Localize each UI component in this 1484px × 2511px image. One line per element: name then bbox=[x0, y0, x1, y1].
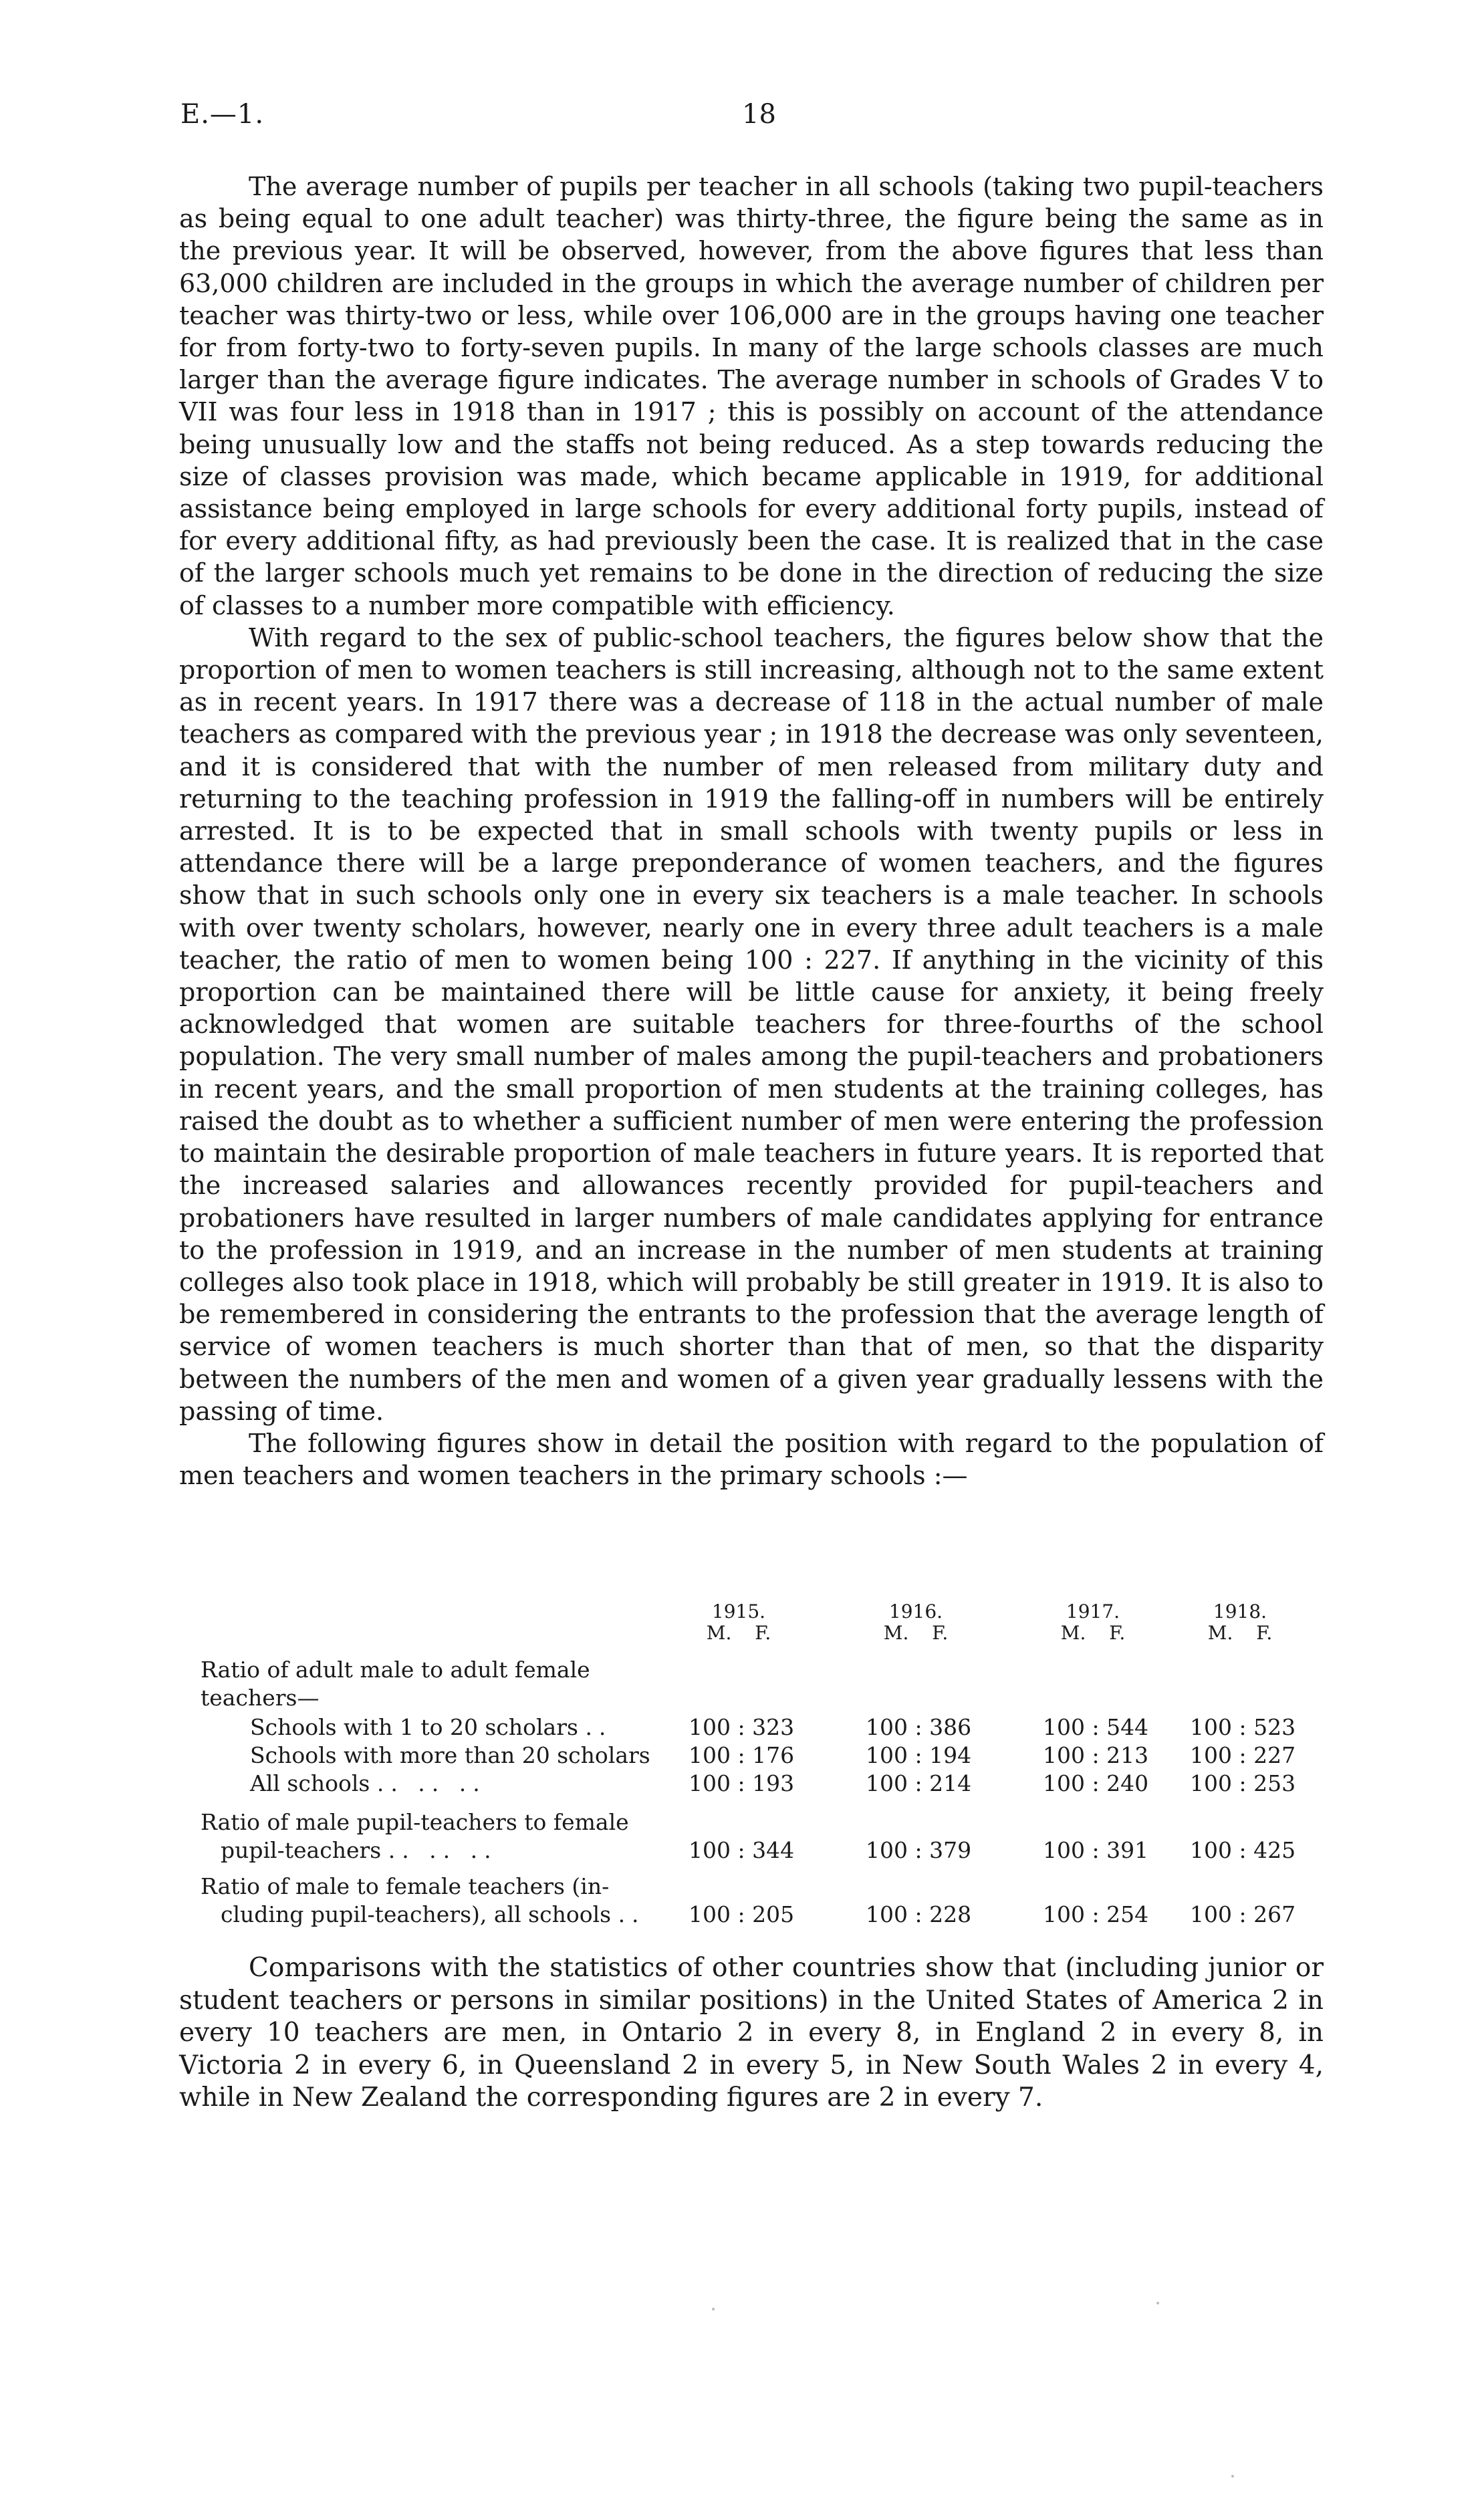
column-mf: M. F. bbox=[883, 1622, 949, 1644]
row-label-text: cluding pupil-teachers), all schools bbox=[221, 1901, 612, 1927]
column-year: 1918. bbox=[1213, 1600, 1267, 1623]
paper-speck bbox=[712, 2308, 715, 2310]
row-label-text: Schools with more than 20 scholars bbox=[250, 1742, 650, 1768]
table-cell: 100 : 344 bbox=[689, 1837, 795, 1863]
table-cell: 100 : 386 bbox=[866, 1714, 972, 1740]
row-label-text: All schools bbox=[250, 1770, 370, 1796]
row-label bbox=[201, 1808, 668, 1865]
row-label-text: pupil-teachers bbox=[221, 1837, 382, 1863]
table-cell: 100 : 227 bbox=[1190, 1742, 1296, 1768]
column-year: 1916. bbox=[888, 1600, 943, 1623]
table-cell: 100 : 391 bbox=[1043, 1837, 1149, 1863]
table-cell: 100 : 267 bbox=[1190, 1901, 1296, 1927]
row-label-line bbox=[201, 1901, 668, 1929]
page-number: 18 bbox=[742, 99, 776, 130]
column-year: 1917. bbox=[1066, 1600, 1120, 1623]
body-text bbox=[179, 170, 1324, 1491]
paragraph-following-figures: The following figures show in detail the position with regard to the population of men teachers and women teachers in the primary schools :— bbox=[179, 1428, 1324, 1491]
row-label bbox=[201, 1873, 668, 1929]
table-cell: 100 : 193 bbox=[689, 1770, 795, 1796]
table-cell: 100 : 425 bbox=[1190, 1837, 1296, 1863]
table-cell: 100 : 194 bbox=[866, 1742, 972, 1768]
column-header-1917 bbox=[1026, 1601, 1160, 1644]
paragraph-sex-of-teachers: With regard to the sex of public-school teachers, the figures below show that the proportion of men to women teachers is still increasing, although not to the same extent as in recent years. In 1917 there was a decrease of 118 in the actual number of male teachers as compared with the previous year ; in 1918 the decrease was only seventeen, and it is considered that with the number of men released from military duty and returning to the teaching profession in 1919 the falling-off in numbers will be entirely arrested. It is to be expected that in small schools with twenty pupils or less in attendance there will be a large preponderance of women teachers, and the figures show that in such schools only one in every six teachers is a male teacher. In schools with over twenty scholars, however, nearly one in every three adult teachers is a male teacher, the ratio of men to women being 100 : 227. If anything in the vicinity of this proportion can be maintained there will be little cause for anxiety, it being freely acknowledged that women are suitable teachers for three-fourths of the school population. The very small number of males among the pupil-teachers and probationers in recent years, and the small proportion of men students at the training colleges, has raised the doubt as to whether a sufficient number of men were entering the profession to maintain the desirable proportion of male teachers in future years. It is reported that the increased salaries and allowances recently provided for pupil-teachers and probationers have resulted in larger numbers of male candidates applying for entrance to the profession in 1919, and an increase in the number of men students at training colleges also took place in 1918, which will probably be still greater in 1919. It is also to be remembered in considering the entrants to the profession that the average length of service of women teachers is much shorter than that of men, so that the disparity between the numbers of the men and women of a given year gradually lessens with the passing of time. bbox=[179, 622, 1324, 1426]
row-label bbox=[201, 1742, 718, 1770]
table-cell: 100 : 523 bbox=[1190, 1714, 1296, 1740]
table-cell: 100 : 176 bbox=[689, 1742, 795, 1768]
row-label-text: Schools with 1 to 20 scholars bbox=[250, 1714, 578, 1740]
column-mf: M. F. bbox=[1207, 1622, 1273, 1644]
closing-text bbox=[179, 1952, 1324, 2115]
paper-speck bbox=[1156, 2302, 1159, 2304]
row-label-line bbox=[201, 1836, 668, 1865]
page-header bbox=[180, 99, 1304, 139]
table-cell: 100 : 253 bbox=[1190, 1770, 1296, 1796]
table-cell: 100 : 228 bbox=[866, 1901, 972, 1927]
column-header-1915 bbox=[672, 1601, 806, 1644]
column-header-1918 bbox=[1173, 1601, 1307, 1644]
paragraph-pupils-per-teacher: The average number of pupils per teacher in all schools (taking two pupil-teachers as being equal to one adult teacher) was thirty-three, the figure being the same as in the previous year. It will be observed, however, from the above figures that less than 63,000 children are included in the groups in which the average number of children per teacher was thirty-two or less, while over 106,000 are in the groups having one teacher for from forty-two to forty-seven pupils. In many of the large schools classes are much larger than the average figure indicates. The average number in schools of Grades V to VII was four less in 1918 than in 1917 ; this is possibly on account of the attendance being unusually low and the staffs not being reduced. As a step towards reducing the size of classes provision was made, which became applicable in 1919, for additional assistance being employed in large schools for every additional forty pupils, instead of for every additional fifty, as had previously been the case. It is realized that in the case of the larger schools much yet remains to be done in the direction of reducing the size of classes to a number more compatible with efficiency. bbox=[179, 172, 1324, 620]
paragraph-comparisons: Comparisons with the statistics of other countries show that (including junior or student teachers or persons in similar positions) in the United States of America 2 in every 10 teachers are men, in Ontario 2 in every 8, in England 2 in every 8, in Victoria 2 in every 6, in Queensland 2 in every 5, in New South Wales 2 in every 4, while in New Zealand the corresponding figures are 2 in every 7. bbox=[179, 1953, 1324, 2113]
paper-speck bbox=[1231, 2475, 1234, 2478]
table-cell: 100 : 240 bbox=[1043, 1770, 1149, 1796]
table-cell: 100 : 205 bbox=[689, 1901, 795, 1927]
row-label-line: Ratio of male to female teachers (in- bbox=[201, 1873, 610, 1899]
column-header-1916 bbox=[849, 1601, 983, 1644]
column-year: 1915. bbox=[711, 1600, 766, 1623]
leader-dots: .. bbox=[585, 1714, 613, 1740]
leader-dots: .. .. .. bbox=[376, 1770, 487, 1796]
column-mf: M. F. bbox=[706, 1622, 771, 1644]
leader-dots: .. .. .. bbox=[388, 1837, 498, 1863]
column-mf: M. F. bbox=[1060, 1622, 1126, 1644]
leader-dots: .. bbox=[618, 1901, 646, 1927]
table-cell: 100 : 213 bbox=[1043, 1742, 1149, 1768]
document-reference: E.—1. bbox=[180, 99, 265, 130]
row-label bbox=[201, 1713, 718, 1742]
row-label bbox=[201, 1770, 718, 1798]
row-label-line: Ratio of male pupil-teachers to female bbox=[201, 1809, 629, 1835]
group-label-adult: Ratio of adult male to adult female teachers— bbox=[201, 1657, 590, 1711]
table-cell: 100 : 323 bbox=[689, 1714, 795, 1740]
table-cell: 100 : 254 bbox=[1043, 1901, 1149, 1927]
table-cell: 100 : 379 bbox=[866, 1837, 972, 1863]
table-cell: 100 : 544 bbox=[1043, 1714, 1149, 1740]
table-cell: 100 : 214 bbox=[866, 1770, 972, 1796]
